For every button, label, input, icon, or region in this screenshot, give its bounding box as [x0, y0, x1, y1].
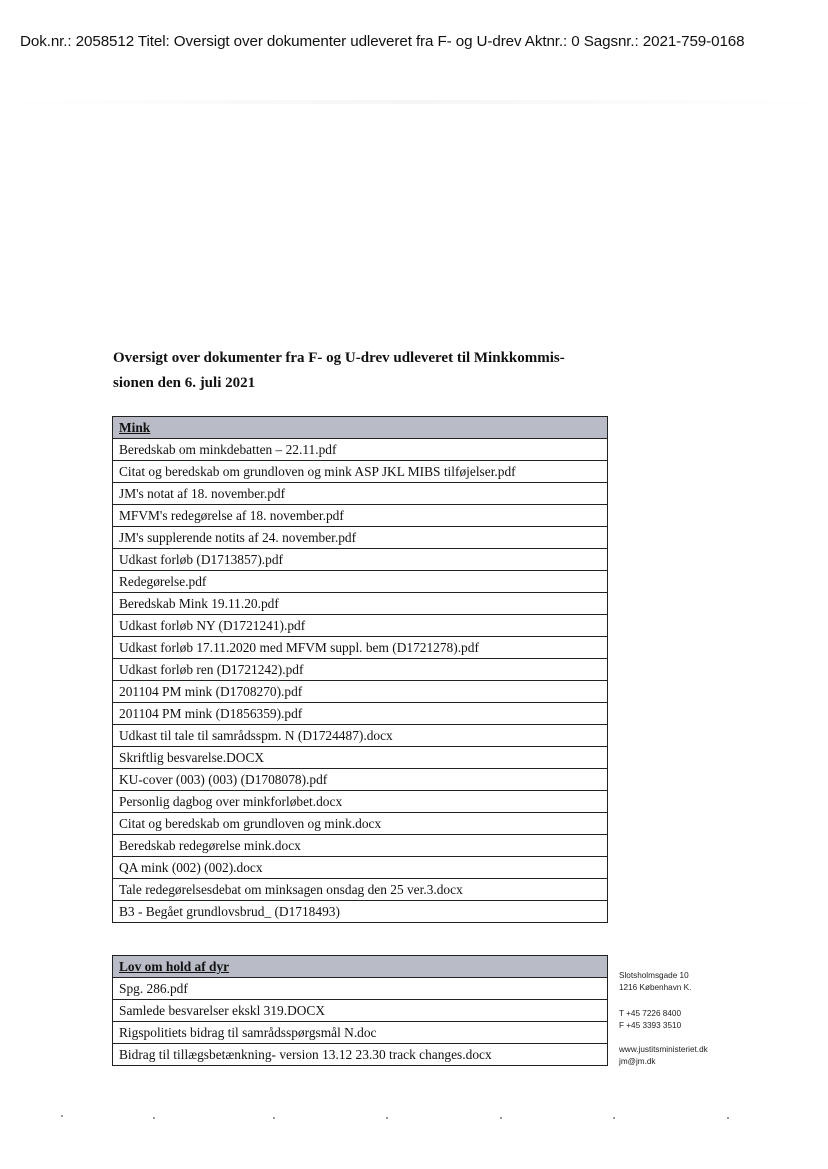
mink-documents-table — [112, 416, 608, 923]
document-filename: QA mink (002) (002).docx — [113, 857, 608, 879]
document-filename: Udkast til tale til samrådsspm. N (D1724487).docx — [113, 725, 608, 747]
table-row — [113, 978, 608, 1000]
address-web: www.justitsministeriet.dk — [619, 1045, 708, 1054]
scan-artifact — [0, 100, 828, 104]
table-row — [113, 1022, 608, 1044]
table-row — [113, 791, 608, 813]
contact-phone-block — [619, 1008, 681, 1032]
table-header-row — [113, 956, 608, 978]
address-phone: T +45 7226 8400 — [619, 1009, 681, 1018]
lov-om-hold-af-dyr-table — [112, 955, 608, 1066]
address-block — [619, 970, 691, 994]
document-filename: 201104 PM mink (D1708270).pdf — [113, 681, 608, 703]
document-filename: Citat og beredskab om grundloven og mink.docx — [113, 813, 608, 835]
table-heading: Mink — [113, 417, 608, 439]
document-filename: B3 - Begået grundlovsbrud_ (D1718493) — [113, 901, 608, 923]
document-filename: Udkast forløb ren (D1721242).pdf — [113, 659, 608, 681]
document-filename: KU-cover (003) (003) (D1708078).pdf — [113, 769, 608, 791]
document-title-line-2: sionen den 6. juli 2021 — [113, 375, 256, 391]
scan-speck — [613, 1117, 615, 1119]
table-row — [113, 439, 608, 461]
table-heading: Lov om hold af dyr — [113, 956, 608, 978]
address-street: Slotsholmsgade 10 — [619, 971, 689, 980]
scan-speck — [273, 1117, 275, 1119]
document-filename: Skriftlig besvarelse.DOCX — [113, 747, 608, 769]
table-row — [113, 857, 608, 879]
document-filename: Spg. 286.pdf — [113, 978, 608, 1000]
scan-speck — [153, 1117, 155, 1119]
document-header: Dok.nr.: 2058512 Titel: Oversigt over dokumenter udleveret fra F- og U-drev Aktnr.: 0 Sagsnr.: 2021-759-0168 — [20, 33, 745, 50]
table-row — [113, 1000, 608, 1022]
document-filename: JM's supplerende notits af 24. november.pdf — [113, 527, 608, 549]
document-filename: Udkast forløb 17.11.2020 med MFVM suppl. bem (D1721278).pdf — [113, 637, 608, 659]
table-row — [113, 725, 608, 747]
document-filename: JM's notat af 18. november.pdf — [113, 483, 608, 505]
table-row — [113, 527, 608, 549]
table-row — [113, 1044, 608, 1066]
document-filename: Rigspolitiets bidrag til samrådsspørgsmål N.doc — [113, 1022, 608, 1044]
table-row — [113, 747, 608, 769]
document-filename: Beredskab redegørelse mink.docx — [113, 835, 608, 857]
table-row — [113, 615, 608, 637]
scan-speck — [386, 1117, 388, 1119]
document-filename: Tale redegørelsesdebat om minksagen onsdag den 25 ver.3.docx — [113, 879, 608, 901]
document-filename: Personlig dagbog over minkforløbet.docx — [113, 791, 608, 813]
scan-speck — [727, 1117, 729, 1119]
contact-web-block — [619, 1044, 708, 1068]
document-filename: Samlede besvarelser ekskl 319.DOCX — [113, 1000, 608, 1022]
table-row — [113, 879, 608, 901]
document-filename: Beredskab Mink 19.11.20.pdf — [113, 593, 608, 615]
table-header-row — [113, 417, 608, 439]
document-filename: Citat og beredskab om grundloven og mink ASP JKL MIBS tilføjelser.pdf — [113, 461, 608, 483]
document-filename: Redegørelse.pdf — [113, 571, 608, 593]
document-filename: Udkast forløb (D1713857).pdf — [113, 549, 608, 571]
document-filename: Bidrag til tillægsbetænkning- version 13.12 23.30 track changes.docx — [113, 1044, 608, 1066]
table-row — [113, 593, 608, 615]
table-row — [113, 835, 608, 857]
table-row — [113, 703, 608, 725]
table-row — [113, 813, 608, 835]
table-row — [113, 901, 608, 923]
table-row — [113, 461, 608, 483]
address-city: 1216 København K. — [619, 983, 692, 992]
document-title-line-1: Oversigt over dokumenter fra F- og U-drev udleveret til Minkkommis- — [113, 350, 565, 366]
table-row — [113, 483, 608, 505]
table-row — [113, 505, 608, 527]
table-row — [113, 769, 608, 791]
address-fax: F +45 3393 3510 — [619, 1021, 682, 1030]
table-row — [113, 681, 608, 703]
document-filename: Beredskab om minkdebatten – 22.11.pdf — [113, 439, 608, 461]
address-email: jm@jm.dk — [619, 1057, 656, 1066]
table-row — [113, 637, 608, 659]
document-filename: Udkast forløb NY (D1721241).pdf — [113, 615, 608, 637]
scan-speck — [61, 1115, 63, 1117]
document-title — [113, 346, 613, 396]
table-row — [113, 659, 608, 681]
document-filename: MFVM's redegørelse af 18. november.pdf — [113, 505, 608, 527]
table-row — [113, 549, 608, 571]
table-row — [113, 571, 608, 593]
scan-speck — [500, 1117, 502, 1119]
document-filename: 201104 PM mink (D1856359).pdf — [113, 703, 608, 725]
